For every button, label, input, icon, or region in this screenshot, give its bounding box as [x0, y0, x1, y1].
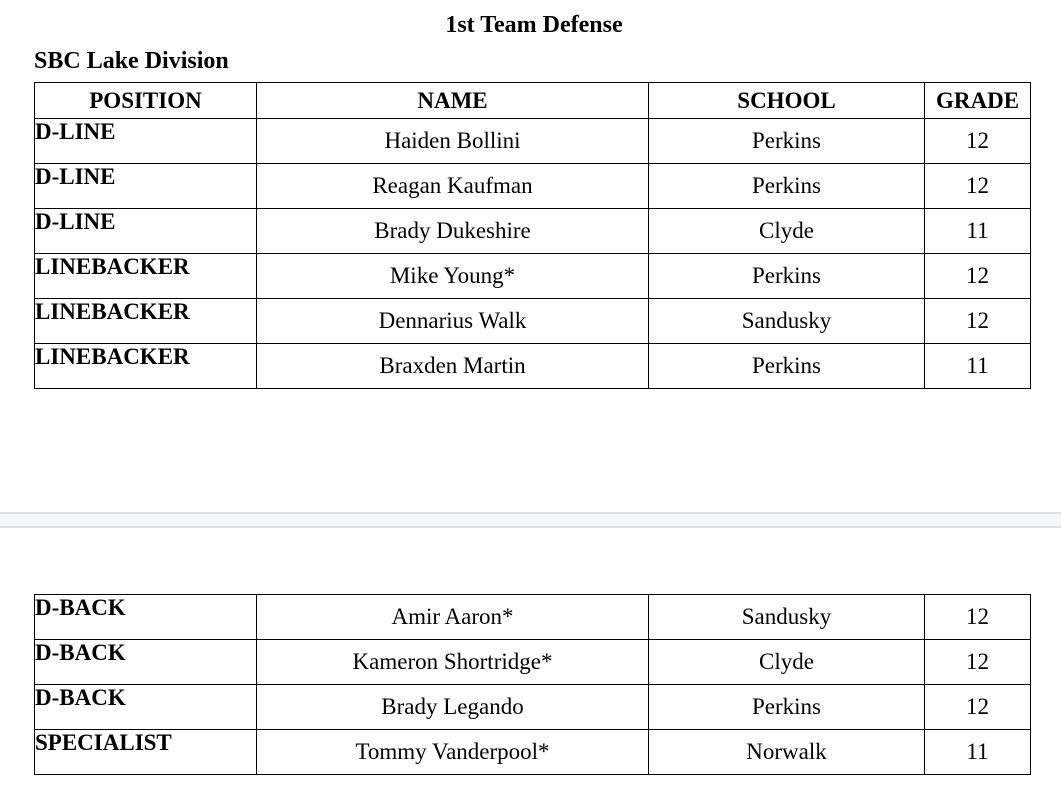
position-cell: LINEBACKER — [35, 344, 257, 389]
position-cell: D-LINE — [35, 209, 257, 254]
grade-cell: 12 — [925, 119, 1031, 164]
position-cell: LINEBACKER — [35, 254, 257, 299]
page-title: 1st Team Defense — [445, 12, 623, 38]
school-cell: Clyde — [649, 640, 925, 685]
name-cell: Haiden Bollini — [257, 119, 649, 164]
header-grade: GRADE — [925, 83, 1031, 119]
grade-cell: 11 — [925, 344, 1031, 389]
grade-cell: 12 — [925, 254, 1031, 299]
table-row — [35, 344, 1031, 389]
name-cell: Amir Aaron* — [257, 595, 649, 640]
defense-table-page-1 — [34, 82, 1031, 389]
table-row — [35, 299, 1031, 344]
table-row — [35, 685, 1031, 730]
position-cell: SPECIALIST — [35, 730, 257, 775]
name-cell: Dennarius Walk — [257, 299, 649, 344]
name-cell: Mike Young* — [257, 254, 649, 299]
grade-cell: 12 — [925, 640, 1031, 685]
name-cell: Tommy Vanderpool* — [257, 730, 649, 775]
school-cell: Perkins — [649, 164, 925, 209]
grade-cell: 12 — [925, 299, 1031, 344]
table-row — [35, 119, 1031, 164]
school-cell: Perkins — [649, 344, 925, 389]
school-cell: Sandusky — [649, 595, 925, 640]
name-cell: Kameron Shortridge* — [257, 640, 649, 685]
table-row — [35, 595, 1031, 640]
school-cell: Perkins — [649, 254, 925, 299]
position-cell: D-LINE — [35, 119, 257, 164]
school-cell: Sandusky — [649, 299, 925, 344]
header-school: SCHOOL — [649, 83, 925, 119]
position-cell: D-LINE — [35, 164, 257, 209]
school-cell: Clyde — [649, 209, 925, 254]
name-cell: Brady Legando — [257, 685, 649, 730]
position-cell: D-BACK — [35, 640, 257, 685]
table-row — [35, 730, 1031, 775]
school-cell: Perkins — [649, 685, 925, 730]
table-row — [35, 640, 1031, 685]
table-row — [35, 164, 1031, 209]
position-cell: LINEBACKER — [35, 299, 257, 344]
grade-cell: 11 — [925, 730, 1031, 775]
grade-cell: 12 — [925, 685, 1031, 730]
name-cell: Reagan Kaufman — [257, 164, 649, 209]
name-cell: Braxden Martin — [257, 344, 649, 389]
position-cell: D-BACK — [35, 595, 257, 640]
grade-cell: 12 — [925, 595, 1031, 640]
table-header-row — [35, 83, 1031, 119]
header-name: NAME — [257, 83, 649, 119]
school-cell: Norwalk — [649, 730, 925, 775]
division-heading: SBC Lake Division — [34, 48, 229, 74]
grade-cell: 12 — [925, 164, 1031, 209]
table-row — [35, 254, 1031, 299]
grade-cell: 11 — [925, 209, 1031, 254]
position-cell: D-BACK — [35, 685, 257, 730]
table-row — [35, 209, 1031, 254]
school-cell: Perkins — [649, 119, 925, 164]
page-break-divider — [0, 512, 1061, 528]
header-position: POSITION — [35, 83, 257, 119]
defense-table-page-2 — [34, 594, 1031, 775]
name-cell: Brady Dukeshire — [257, 209, 649, 254]
